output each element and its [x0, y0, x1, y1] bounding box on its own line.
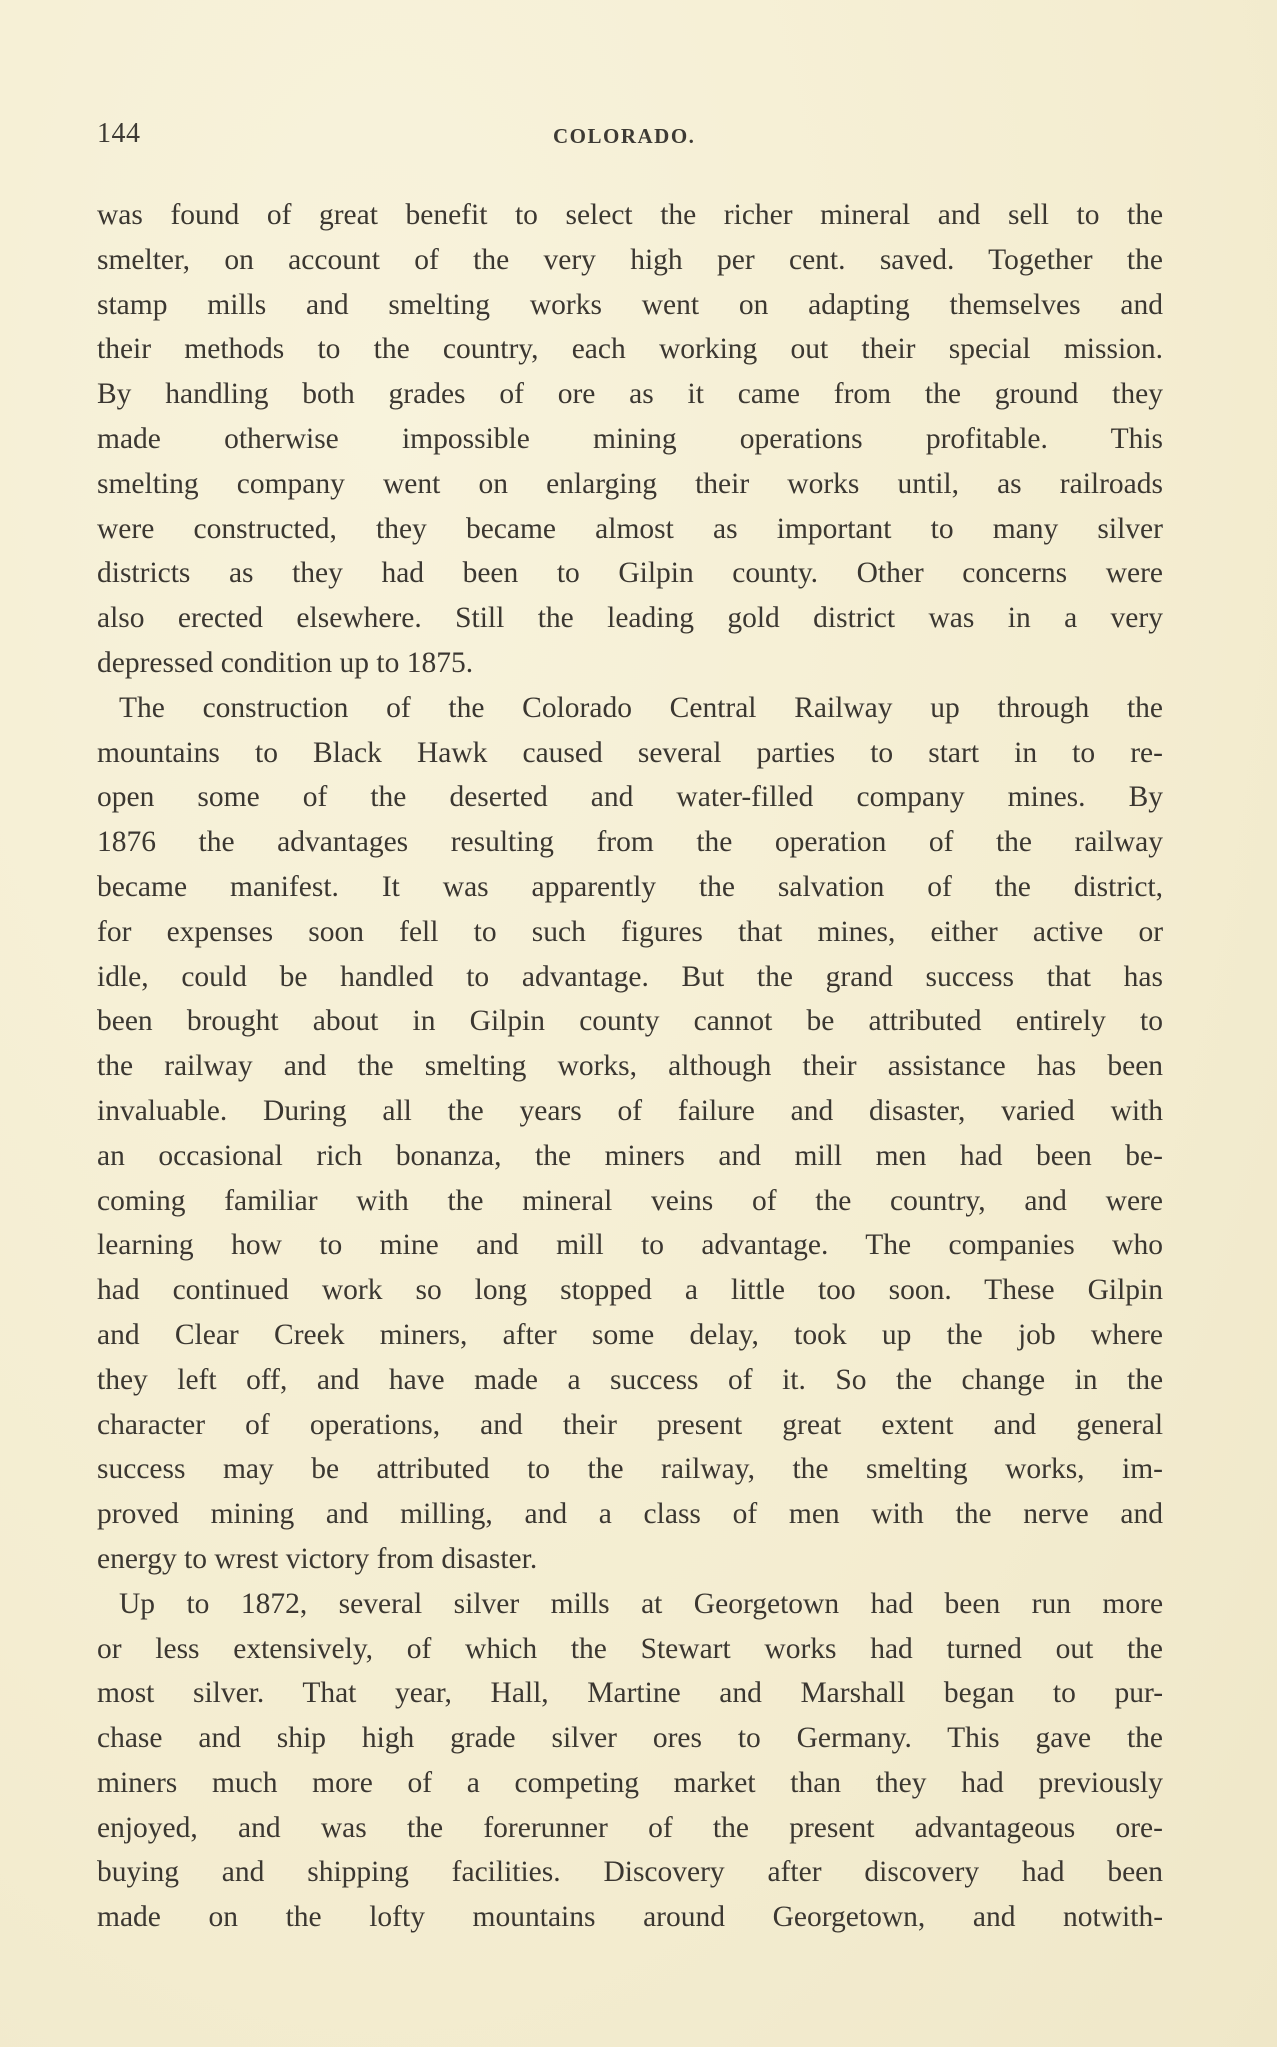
- text-line: coming familiar with the mineral veins of the country, and were: [97, 1184, 1163, 1217]
- text-line: chase and ship high grade silver ores to Germany. This gave the: [97, 1722, 1164, 1755]
- paragraph-3: [97, 1582, 1163, 1940]
- text-line: idle, could be handled to advantage. But the grand success that has: [97, 960, 1163, 993]
- text-line: had continued work so long stopped a little too soon. These Gilpin: [97, 1274, 1163, 1307]
- page-number: 144: [97, 118, 141, 149]
- text-line: Up to 1872, several silver mills at Georgetown had been run more: [119, 1587, 1164, 1620]
- text-line: mountains to Black Hawk caused several parties to start in to re-: [97, 736, 1163, 769]
- running-title: COLORADO.: [553, 124, 696, 148]
- text-line: they left off, and have made a success of it. So the change in the: [97, 1363, 1164, 1396]
- text-line: also erected elsewhere. Still the leading gold district was in a very: [97, 602, 1163, 635]
- paragraph-1: [97, 193, 1163, 686]
- text-line: depressed condition up to 1875.: [97, 646, 474, 679]
- text-line: were constructed, they became almost as important to many silver: [97, 512, 1163, 545]
- body-text: [97, 193, 1163, 1940]
- text-line: energy to wrest victory from disaster.: [97, 1542, 538, 1575]
- text-line: and Clear Creek miners, after some delay, took up the job where: [97, 1318, 1163, 1351]
- text-line: buying and shipping facilities. Discovery after discovery had been: [97, 1856, 1164, 1889]
- text-line: was found of great benefit to select the richer mineral and sell to the: [97, 199, 1164, 231]
- text-line: 1876 the advantages resulting from the operation of the railway: [97, 826, 1163, 859]
- text-line: invaluable. During all the years of failure and disaster, varied with: [97, 1094, 1164, 1127]
- text-line: smelting company went on enlarging their works until, as railroads: [97, 467, 1163, 500]
- text-line: their methods to the country, each working out their special mission.: [97, 333, 1164, 366]
- text-line: open some of the deserted and water-filled company mines. By: [97, 781, 1163, 814]
- text-line: character of operations, and their present great extent and general: [97, 1408, 1164, 1441]
- text-line: most silver. That year, Hall, Martine and Marshall began to pur-: [97, 1677, 1164, 1710]
- text-line: success may be attributed to the railway, the smelting works, im-: [97, 1453, 1163, 1486]
- text-line: miners much more of a competing market than they had previously: [97, 1766, 1163, 1799]
- text-line: The construction of the Colorado Central Railway up through the: [119, 691, 1163, 724]
- paragraph-2: [97, 686, 1163, 1582]
- text-line: or less extensively, of which the Stewart works had turned out the: [97, 1632, 1164, 1665]
- text-line: for expenses soon fell to such figures that mines, either active or: [97, 915, 1164, 948]
- text-line: learning how to mine and mill to advantage. The companies who: [97, 1229, 1163, 1262]
- text-line: an occasional rich bonanza, the miners and mill men had been be-: [97, 1139, 1163, 1172]
- text-line: been brought about in Gilpin county cannot be attributed entirely to: [97, 1005, 1163, 1038]
- running-head: [97, 116, 1163, 152]
- text-line: districts as they had been to Gilpin county. Other concerns were: [97, 557, 1164, 590]
- text-line: made on the lofty mountains around Georgetown, and notwith-: [97, 1901, 1164, 1934]
- text-line: smelter, on account of the very high per cent. saved. Together the: [97, 243, 1163, 276]
- text-line: stamp mills and smelting works went on adapting themselves and: [97, 288, 1163, 321]
- text-line: enjoyed, and was the forerunner of the present advantageous ore-: [97, 1811, 1163, 1844]
- text-line: made otherwise impossible mining operations profitable. This: [97, 422, 1164, 455]
- text-line: proved mining and milling, and a class of men with the nerve and: [97, 1498, 1164, 1531]
- text-line: became manifest. It was apparently the salvation of the district,: [97, 870, 1164, 903]
- text-line: By handling both grades of ore as it came from the ground they: [97, 378, 1163, 411]
- text-line: the railway and the smelting works, although their assistance has been: [97, 1050, 1164, 1083]
